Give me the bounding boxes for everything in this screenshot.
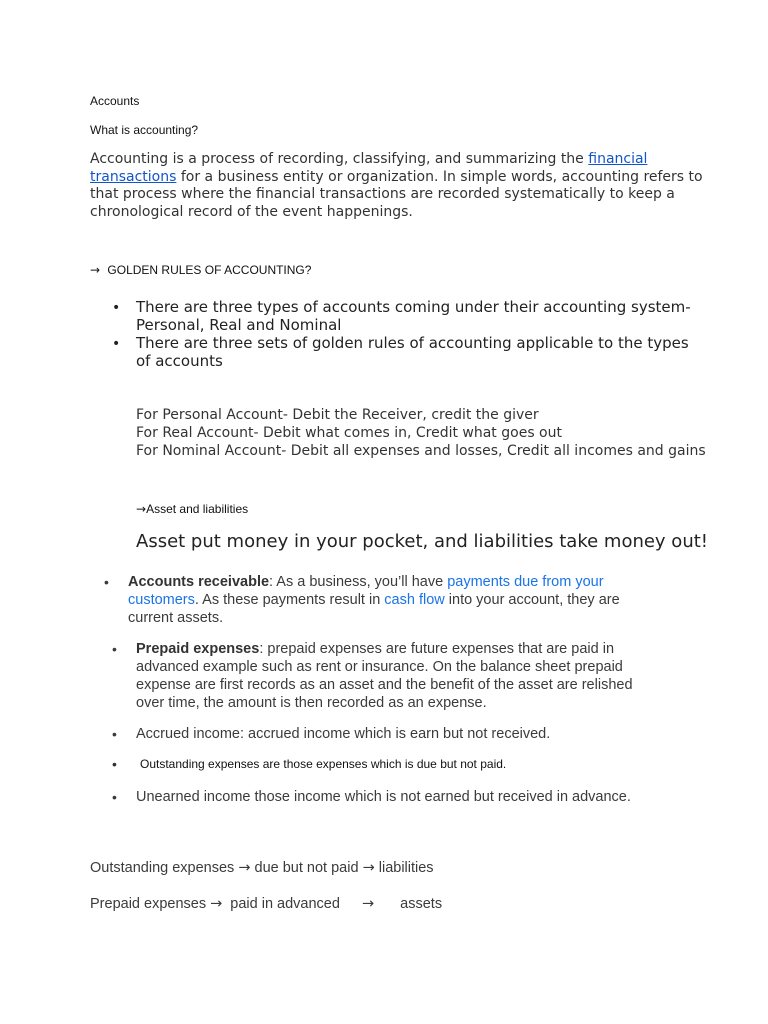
list-item: • There are three sets of golden rules of accounting applicable to the types of accounts [112, 334, 689, 370]
list-item: • There are three types of accounts coming under their accounting system- Personal, Real and Nominal [112, 298, 691, 334]
arrow-icon: → [361, 896, 375, 912]
summary-prepaid: Prepaid expenses → paid in advanced → assets [90, 896, 443, 912]
golden-rules-heading [90, 263, 311, 277]
intro-text: chronological record of the event happenings. [90, 203, 413, 220]
asset-liabilities-title: Asset and liabilities [146, 502, 249, 516]
arrow-icon: → [362, 860, 375, 876]
intro-paragraph [90, 151, 703, 221]
bullet-icon: • [104, 574, 109, 590]
arrow-icon: → [238, 860, 251, 876]
bullet-icon: • [112, 756, 117, 772]
golden-rules-detail [136, 407, 706, 460]
financial-transactions-link[interactable]: financial [588, 151, 648, 167]
document-heading: Accounts [90, 94, 140, 108]
rule-personal: For Personal Account- Debit the Receiver, credit the giver [136, 407, 539, 423]
list-item-outstanding-expenses: • Outstanding expenses are those expenses which is due but not paid. [112, 756, 507, 772]
list-item-accrued-income: • Accrued income: accrued income which is earn but not received. [112, 726, 551, 742]
asset-liabilities-heading [136, 502, 248, 516]
financial-transactions-link-cont[interactable]: transactions [90, 168, 177, 185]
term-accounts-receivable: Accounts receivable [128, 574, 270, 590]
bullet-icon: • [112, 641, 117, 657]
list-item-prepaid-expenses: • Prepaid expenses: prepaid expenses are future expenses that are paid in advanced example such as rent or insurance. On the balance sheet prepaid expense are first records as an asset and the benefit of the asset are relished over time, the amount is then recorded as an expense. [112, 641, 633, 711]
asset-quote: Asset put money in your pocket, and liabilities take money out! [136, 531, 709, 552]
summary-outstanding: Outstanding expenses → due but not paid → liabilities [90, 860, 434, 876]
arrow-icon: → [210, 896, 223, 912]
bullet-icon: • [112, 300, 121, 316]
golden-rules-title: GOLDEN RULES OF ACCOUNTING? [107, 263, 312, 277]
cash-flow-link[interactable]: cash flow [384, 592, 445, 608]
intro-text: that process where the financial transactions are recorded systematically to keep a [90, 186, 675, 202]
bullet-icon: • [112, 726, 117, 742]
bullet-icon: • [112, 336, 121, 352]
bullet-icon: • [112, 789, 117, 805]
golden-rules-list [112, 298, 692, 370]
arrow-icon: → [136, 502, 147, 516]
rule-nominal: For Nominal Account- Debit all expenses and losses, Credit all incomes and gains [136, 442, 706, 459]
intro-text: for a business entity or organization. In simple words, accounting refers to [176, 168, 703, 185]
section-question: What is accounting? [90, 123, 199, 137]
list-item-accounts-receivable: • Accounts receivable: As a business, you’ll have payments due from your customers. As these payments result in cash flow into your account, they are current assets. [104, 574, 620, 626]
intro-text: Accounting is a process of recording, classifying, and summarizing the [90, 151, 589, 167]
list-item-unearned-income: • Unearned income those income which is not earned but received in advance. [112, 789, 631, 805]
arrow-icon: → [90, 263, 101, 277]
payments-due-link[interactable]: payments due from your [447, 574, 604, 590]
term-prepaid-expenses: Prepaid expenses [136, 641, 260, 657]
rule-real: For Real Account- Debit what comes in, Credit what goes out [136, 424, 562, 441]
payments-due-link-cont[interactable]: customers [128, 592, 195, 608]
